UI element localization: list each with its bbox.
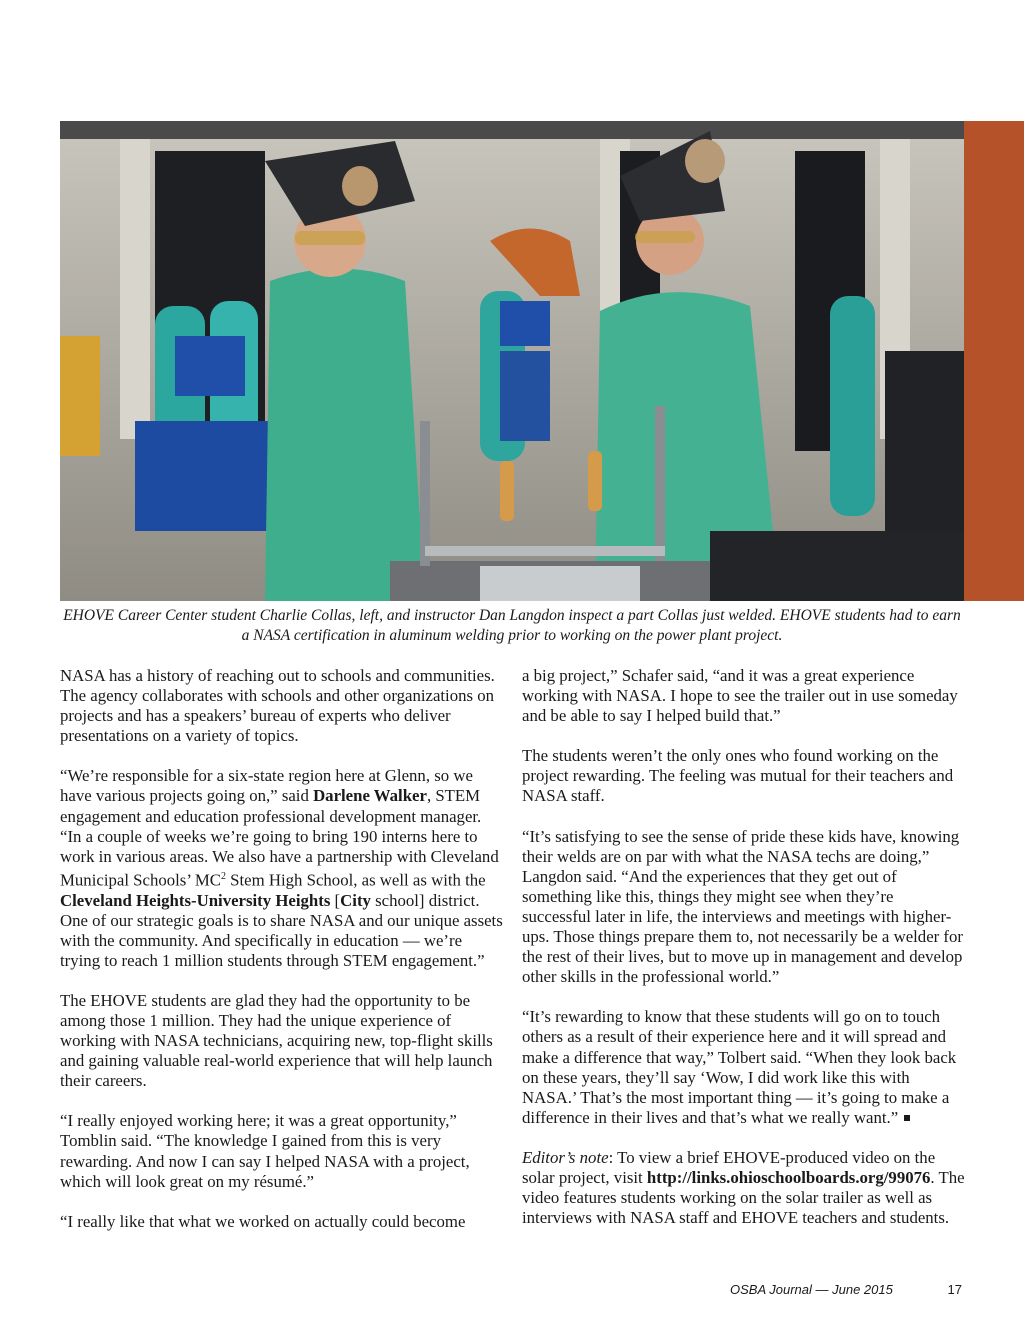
paragraph: “It’s satisfying to see the sense of pride these kids have, knowing their welds are on par with what the NASA techs are doing,” Langdon said. “And the experiences that they get out of something like this, things they might see when they’re successful later in life, the interviews and meetings with higher-ups. Those things prepare them to, not necessarily be a welder for the rest of their lives, but to move up in management and develop other skills in the professional world.” <box>522 826 963 987</box>
paragraph: “We’re responsible for a six-state region here at Glenn, so we have various projects going on,” said Darlene Walker, STEM engagement and education professional development manager. “In a couple of weeks we’re going to bring 190 interns here to work in various areas. We also have a partnership with Cleveland Municipal Schools’ $MC^2$ Stem High School, as well as with the Cleveland Heights-University Heights [City school] district. One of our strategic goals is to share NASA and our unique assets with the community. And specifically in education — we’re trying to reach 1 million students through STEM engagement.” <box>60 766 503 970</box>
paragraph: The students weren’t the only ones who found working on the project rewarding. The feeling was mutual for their teachers and NASA staff. <box>522 746 954 806</box>
paragraph: a big project,” Schafer said, “and it was a great experience working with NASA. I hope to see the trailer out in use someday and be able to say I helped build that.” <box>522 666 958 726</box>
editors-note: Editor’s note: To view a brief EHOVE-produced video on the solar project, visit http://links.ohioschoolboards.org/99076. The video features students working on the solar trailer as well as interviews with NASA staff and EHOVE teachers and students. <box>522 1147 965 1228</box>
article-photo <box>60 121 964 601</box>
paragraph: “I really like that what we worked on actually could become <box>60 1211 466 1231</box>
person-name: Darlene Walker <box>313 786 427 806</box>
photo-caption: EHOVE Career Center student Charlie Collas, left, and instructor Dan Langdon inspect a part Collas just welded. EHOVE students had to earn a NASA certification in aluminum welding prior to working on the power plant project. <box>63 607 961 644</box>
article-column-right <box>522 666 966 1248</box>
welding-scene-illustration <box>60 121 964 601</box>
video-link[interactable]: http://links.ohioschoolboards.org/99076 <box>646 1167 931 1187</box>
paragraph: The EHOVE students are glad they had the opportunity to be among those 1 million. They had the unique experience of working with NASA technicians, acquiring new, top-flight skills and gaining valuable real-world experience that will help launch their careers. <box>60 990 493 1091</box>
page-number: 17 <box>947 1282 962 1297</box>
end-of-article-mark <box>904 1115 910 1121</box>
paragraph: “I really enjoyed working here; it was a great opportunity,” Tomblin said. “The knowledge I gained from this is very rewarding. And now I can say I helped NASA with a project, which will look great on my résumé.” <box>60 1111 470 1191</box>
publication-name: OSBA Journal — June 2015 <box>730 1282 893 1297</box>
paragraph: “It’s rewarding to know that these students will go on to touch others as a result of their experience here and it will spread and make a difference that way,” Tolbert said. “When they look back on these years, they’ll say ‘Wow, I did work like this with NASA.’ That’s the most important thing — it’s going to make a difference in their lives and that’s what we really want.” <box>522 1007 957 1127</box>
accent-bar <box>964 121 1024 601</box>
article-column-left <box>60 666 504 1252</box>
paragraph: NASA has a history of reaching out to schools and communities. The agency collaborates with schools and other organizations on projects and has a speakers’ bureau of experts who deliver presentations on a variety of topics. <box>60 666 495 746</box>
district-name: Cleveland Heights-University Heights <box>60 890 331 910</box>
